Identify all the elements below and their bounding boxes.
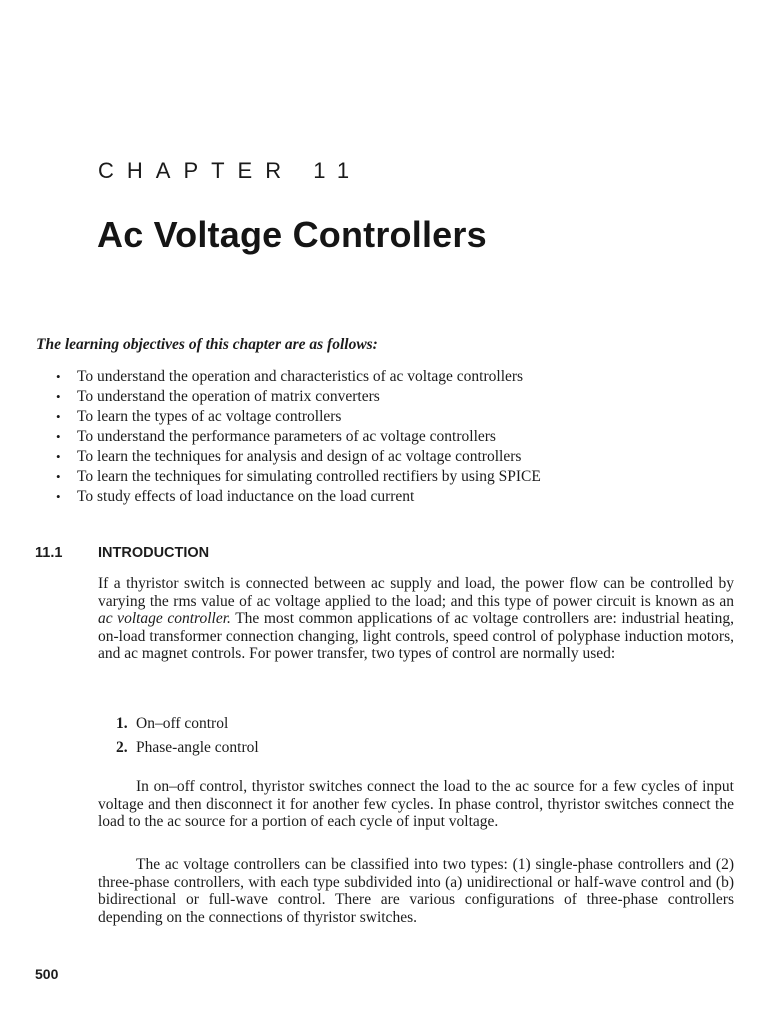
objective-item — [56, 387, 541, 407]
objective-item — [56, 467, 541, 487]
bullet-icon: • — [56, 389, 61, 404]
intro-paragraph — [98, 575, 734, 663]
objective-text: To learn the types of ac voltage controllers — [77, 408, 342, 425]
objective-item — [56, 367, 541, 387]
objective-text: To learn the techniques for simulating controlled rectifiers by using SPICE — [77, 468, 541, 485]
control-type-label: Phase-angle control — [136, 739, 259, 756]
section-title: INTRODUCTION — [98, 545, 210, 561]
objective-item — [56, 447, 541, 467]
control-type-label: On–off control — [136, 715, 229, 732]
objectives-list — [56, 367, 541, 507]
objective-text: To learn the techniques for analysis and design of ac voltage controllers — [77, 448, 522, 465]
control-types-list — [116, 712, 259, 760]
objective-text: To understand the performance parameters of ac voltage controllers — [77, 428, 496, 445]
bullet-icon: • — [56, 409, 61, 424]
objective-text: To study effects of load inductance on the load current — [77, 488, 415, 505]
section-number: 11.1 — [35, 545, 63, 561]
chapter-title: Ac Voltage Controllers — [97, 214, 487, 255]
bullet-icon: • — [56, 369, 61, 384]
objective-item — [56, 487, 541, 507]
control-type-item — [116, 712, 259, 736]
on-off-paragraph: In on–off control, thyristor switches connect the load to the ac source for a few cycles of input voltage and then disconnect it for another few cycles. In phase control, thyristor switches connect the load to the ac source for a portion of each cycle of input voltage. — [98, 778, 734, 830]
intro-term: ac voltage controller. — [98, 610, 231, 627]
objective-item — [56, 427, 541, 447]
bullet-icon: • — [56, 489, 61, 504]
list-number: 2. — [116, 739, 128, 756]
objective-text: To understand the operation and characteristics of ac voltage controllers — [77, 368, 524, 385]
objectives-heading: The learning objectives of this chapter are as follows: — [36, 336, 378, 353]
bullet-icon: • — [56, 469, 61, 484]
objective-text: To understand the operation of matrix converters — [77, 388, 380, 405]
intro-text-end: The most common applications of ac voltage controllers are: industrial heating, on-load transformer connection changing, light controls, speed control of polyphase induction motors, and ac magnet controls. For power transfer, two types of control are normally used: — [98, 610, 734, 662]
classification-paragraph: The ac voltage controllers can be classified into two types: (1) single-phase controllers and (2) three-phase controllers, with each type subdivided into (a) unidirectional or half-wave control and (b) bidirectional or full-wave control. There are various configurations of three-phase controllers depending on the connections of thyristor switches. — [98, 856, 734, 926]
bullet-icon: • — [56, 429, 61, 444]
list-number: 1. — [116, 715, 128, 732]
objective-item — [56, 407, 541, 427]
page-number: 500 — [35, 966, 59, 982]
control-type-item — [116, 736, 259, 760]
bullet-icon: • — [56, 449, 61, 464]
intro-text-start: If a thyristor switch is connected between ac supply and load, the power flow can be controlled by varying the rms value of ac voltage applied to the load; and this type of power circuit is known as an — [98, 575, 734, 610]
chapter-label: CHAPTER 11 — [98, 158, 363, 183]
